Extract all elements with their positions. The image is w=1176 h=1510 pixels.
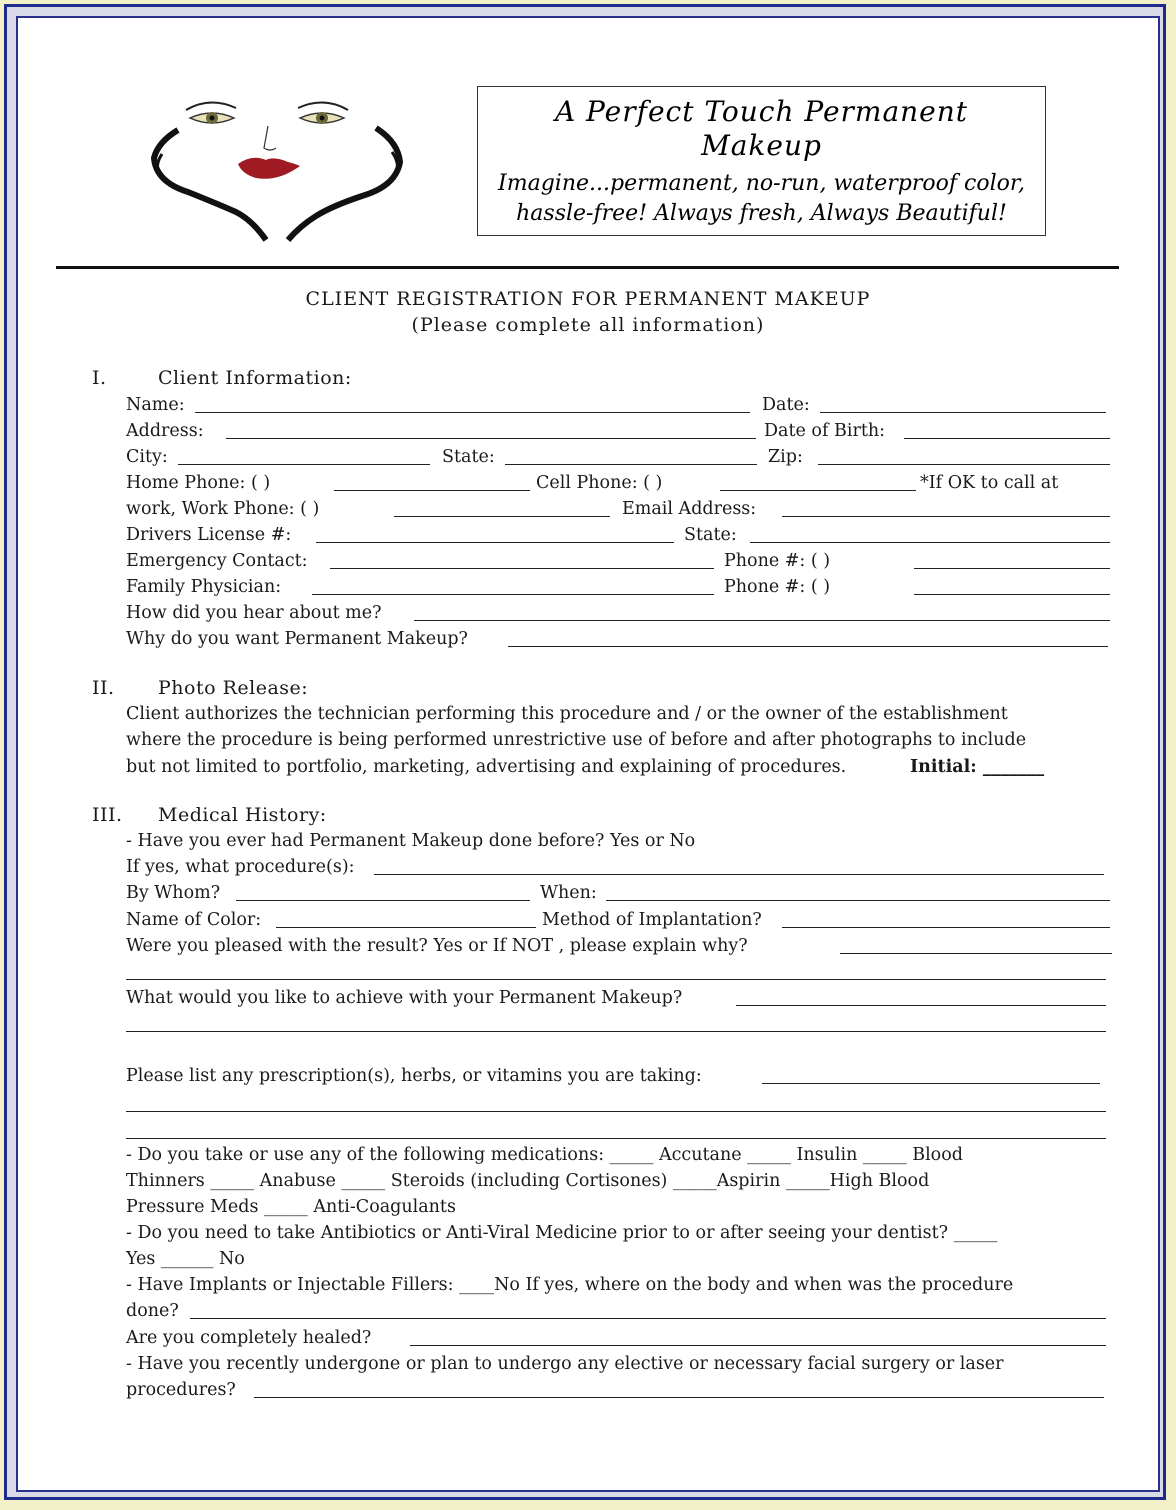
procedure-label: If yes, what procedure(s): <box>126 857 355 877</box>
antibiotics-line2: Yes ______ No <box>126 1249 245 1269</box>
email-label: Email Address: <box>622 499 757 519</box>
state-label: State: <box>442 447 495 467</box>
zip-field[interactable] <box>818 464 1110 465</box>
physician-label: Family Physician: <box>126 577 282 597</box>
right-eye-icon <box>298 102 348 124</box>
section3-number: III. <box>92 804 123 826</box>
physician-phone-field[interactable] <box>914 594 1110 595</box>
q-prior-makeup: - Have you ever had Permanent Makeup done before? Yes or No <box>126 831 696 851</box>
pleased-label: Were you pleased with the result? Yes or If NOT , please explain why? <box>126 936 748 956</box>
section1-number: I. <box>92 367 107 389</box>
medications-line1: - Do you take or use any of the following medications: _____ Accutane _____ Insulin _____ Blood <box>126 1145 963 1165</box>
method-field[interactable] <box>782 927 1110 928</box>
photo-release-line3: but not limited to portfolio, marketing, advertising and explaining of procedures. <box>126 757 847 777</box>
by-whom-field[interactable] <box>236 900 530 901</box>
section2-number: II. <box>92 677 115 699</box>
healed-label: Are you completely healed? <box>126 1328 372 1348</box>
antibiotics-line1: - Do you need to take Antibiotics or Anti-Viral Medicine prior to or after seeing your dentist? _____ <box>126 1223 998 1243</box>
hear-label: How did you hear about me? <box>126 603 382 623</box>
cell-phone-field[interactable] <box>720 490 916 491</box>
section3-title: Medical History: <box>158 804 327 826</box>
achieve-label: What would you like to achieve with your Permanent Makeup? <box>126 988 683 1008</box>
emergency-field[interactable] <box>330 568 714 569</box>
emergency-label: Emergency Contact: <box>126 551 308 571</box>
physician-phone-label: Phone #: ( ) <box>724 577 831 597</box>
when-label: When: <box>540 883 597 903</box>
date-label: Date: <box>762 395 810 415</box>
business-tagline: Imagine...permanent, no-run, waterproof color, hassle-free! Always fresh, Always Beautiful! <box>498 171 1025 226</box>
achieve-field[interactable] <box>736 1005 1106 1006</box>
prescriptions-field-line2[interactable] <box>126 1111 1106 1112</box>
implants-field[interactable] <box>190 1318 1106 1319</box>
procedure-field[interactable] <box>374 874 1104 875</box>
color-field[interactable] <box>276 927 536 928</box>
medications-line3: Pressure Meds _____ Anti-Coagulants <box>126 1197 456 1217</box>
healed-field[interactable] <box>410 1345 1106 1346</box>
address-field[interactable] <box>226 438 756 439</box>
nose-icon <box>264 126 276 150</box>
zip-label: Zip: <box>768 447 803 467</box>
section2-title: Photo Release: <box>158 677 309 699</box>
achieve-field-line2[interactable] <box>126 1031 1106 1032</box>
surgery-line1: - Have you recently undergone or plan to undergo any elective or necessary facial surgery or laser <box>126 1354 1004 1374</box>
business-title-box <box>477 86 1046 236</box>
section1-title: Client Information: <box>158 367 352 389</box>
right-hand-icon <box>288 128 400 240</box>
email-field[interactable] <box>782 516 1110 517</box>
name-label: Name: <box>126 395 185 415</box>
name-field[interactable] <box>195 412 750 413</box>
prescriptions-field-line3[interactable] <box>126 1138 1106 1139</box>
emergency-phone-label: Phone #: ( ) <box>724 551 831 571</box>
physician-field[interactable] <box>312 594 714 595</box>
ok-call-note: *If OK to call at <box>920 473 1059 493</box>
left-hand-icon <box>154 130 266 240</box>
initial-field[interactable]: Initial: _______ <box>910 757 1045 777</box>
license-state-field[interactable] <box>750 542 1110 543</box>
license-field[interactable] <box>316 542 674 543</box>
home-phone-label: Home Phone: ( ) <box>126 473 271 493</box>
lips-icon <box>238 158 300 179</box>
emergency-phone-field[interactable] <box>914 568 1110 569</box>
business-name: A Perfect Touch Permanent Makeup <box>554 95 969 162</box>
why-field[interactable] <box>508 646 1108 647</box>
license-state-label: State: <box>684 525 737 545</box>
city-label: City: <box>126 447 168 467</box>
photo-release-line1: Client authorizes the technician performing this procedure and / or the owner of the establishment <box>126 704 1008 724</box>
dob-label: Date of Birth: <box>764 421 886 441</box>
by-whom-label: By Whom? <box>126 883 221 903</box>
surgery-line2: procedures? <box>126 1380 236 1400</box>
prescriptions-field[interactable] <box>762 1083 1100 1084</box>
license-label: Drivers License #: <box>126 525 292 545</box>
pleased-field[interactable] <box>840 953 1112 954</box>
form-title: CLIENT REGISTRATION FOR PERMANENT MAKEUP <box>305 288 871 310</box>
implants-line2: done? <box>126 1301 179 1321</box>
cell-phone-label: Cell Phone: ( ) <box>536 473 663 493</box>
header-divider <box>56 266 1119 269</box>
left-eye-icon <box>186 102 236 124</box>
method-label: Method of Implantation? <box>542 910 762 930</box>
medications-line2: Thinners _____ Anabuse _____ Steroids (including Cortisones) _____Aspirin _____High Blood <box>126 1171 930 1191</box>
implants-line1: - Have Implants or Injectable Fillers: ____No If yes, where on the body and when was the procedure <box>126 1275 1014 1295</box>
city-field[interactable] <box>178 464 430 465</box>
photo-release-line2: where the procedure is being performed unrestrictive use of before and after photographs to include <box>126 730 1027 750</box>
state-field[interactable] <box>505 464 757 465</box>
hear-field[interactable] <box>414 620 1110 621</box>
home-phone-field[interactable] <box>334 490 530 491</box>
prescriptions-label: Please list any prescription(s), herbs, or vitamins you are taking: <box>126 1066 702 1086</box>
color-label: Name of Color: <box>126 910 262 930</box>
work-phone-label: work, Work Phone: ( ) <box>126 499 320 519</box>
when-field[interactable] <box>606 900 1110 901</box>
form-subtitle: (Please complete all information) <box>411 314 765 336</box>
dob-field[interactable] <box>904 438 1110 439</box>
surgery-field[interactable] <box>254 1397 1104 1398</box>
why-label: Why do you want Permanent Makeup? <box>126 629 468 649</box>
address-label: Address: <box>126 421 204 441</box>
work-phone-field[interactable] <box>394 516 610 517</box>
date-field[interactable] <box>820 412 1106 413</box>
pleased-field-line2[interactable] <box>126 979 1106 980</box>
face-logo <box>148 92 410 242</box>
